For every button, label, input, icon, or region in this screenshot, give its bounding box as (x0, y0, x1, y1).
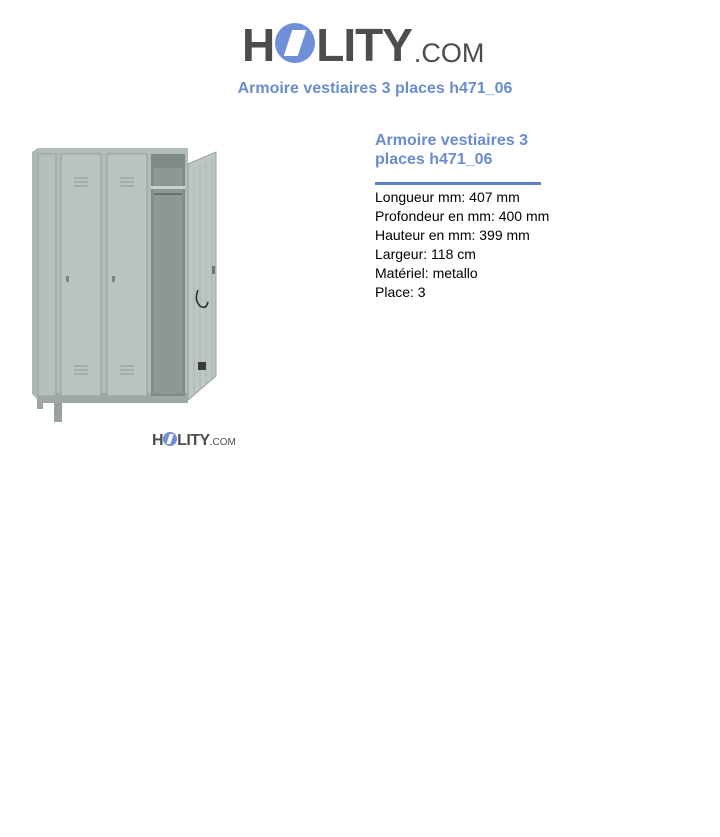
logo-o-icon (275, 23, 315, 63)
title-divider (375, 182, 541, 185)
spec-item: Hauteur en mm: 399 mm (375, 227, 530, 243)
spec-item: Place: 3 (375, 284, 426, 300)
holity-logo[interactable] (242, 12, 484, 70)
brand-mark-wordmark: H LITY (152, 432, 210, 449)
brand-mark (152, 432, 236, 450)
spec-item: Matériel: metallo (375, 265, 478, 281)
brand-mark-suffix: .COM (209, 437, 236, 448)
product-info (375, 131, 695, 302)
logo-wordmark: H LITY (242, 19, 412, 71)
spec-list (375, 188, 695, 302)
spec-item: Largeur: 118 cm (375, 246, 476, 262)
spec-item: Longueur mm: 407 mm (375, 189, 520, 205)
product-title: Armoire vestiaires 3 places h471_06 (375, 132, 528, 168)
page-title: Armoire vestiaires 3 places h471_06 (237, 80, 513, 97)
locker-cabinet-image (28, 138, 228, 428)
brand-o-icon (163, 432, 177, 446)
logo-suffix: .COM (413, 38, 485, 68)
spec-item: Profondeur en mm: 400 mm (375, 208, 550, 224)
